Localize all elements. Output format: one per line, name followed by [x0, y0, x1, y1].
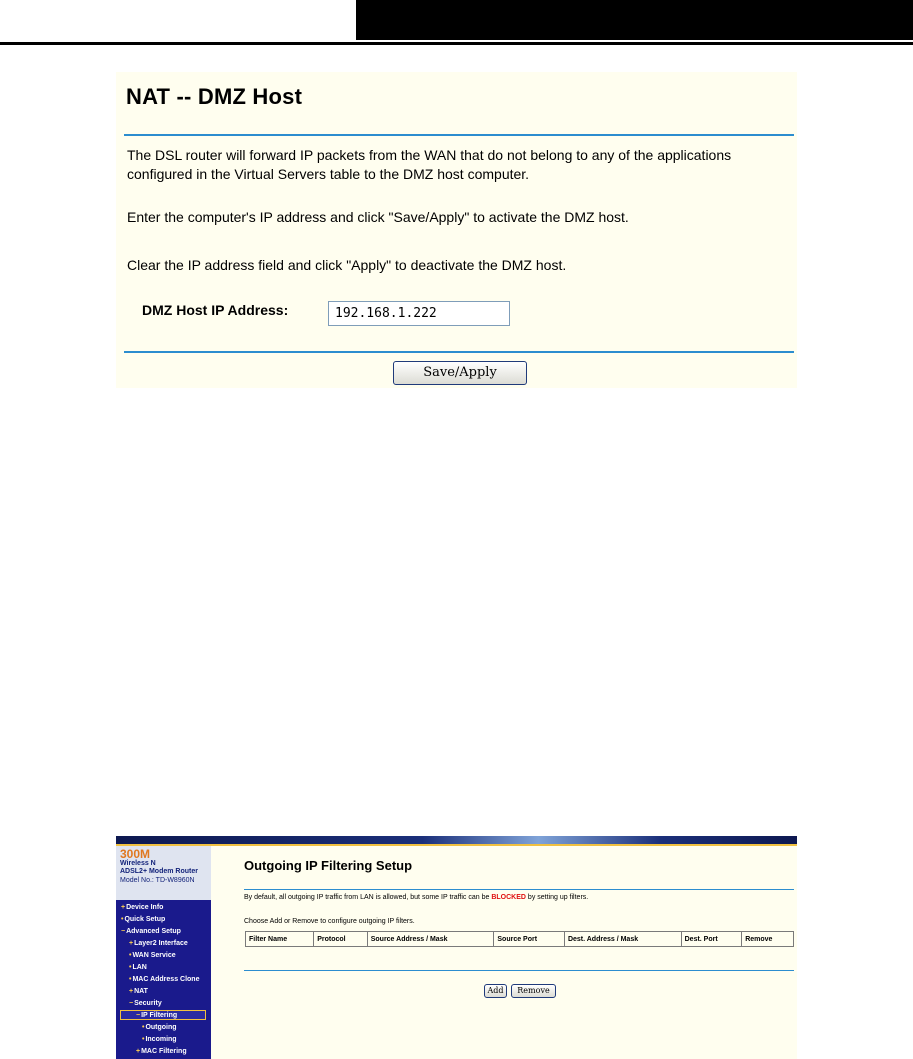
dmz-ip-label: DMZ Host IP Address:: [142, 302, 289, 318]
save-apply-button[interactable]: Save/Apply: [393, 361, 527, 385]
brand-model: Model No.: TD-W8960N: [120, 877, 195, 884]
form-divider: [124, 351, 794, 353]
page-title: Outgoing IP Filtering Setup: [244, 858, 413, 873]
page-title: NAT -- DMZ Host: [126, 84, 303, 109]
description-line-2: configured in the Virtual Servers table to the DMZ host computer.: [127, 166, 530, 182]
activate-instruction: Enter the computer's IP address and click "Save/Apply" to activate the DMZ host.: [127, 209, 629, 225]
column-header: Filter Name: [246, 932, 314, 947]
brand-speed: 300M: [120, 847, 151, 861]
default-policy-text: By default, all outgoing IP traffic from LAN is allowed, but some IP traffic can be BLOCKED by setting up filters.: [244, 894, 589, 901]
sidebar-item-mac-address-clone[interactable]: •MAC Address Clone: [129, 976, 200, 983]
title-divider: [244, 889, 794, 890]
sidebar-item-nat[interactable]: +NAT: [129, 988, 148, 995]
top-banner: [116, 836, 797, 844]
column-header: Protocol: [314, 932, 368, 947]
column-header: Source Port: [494, 932, 565, 947]
sidebar-item-wan-service[interactable]: •WAN Service: [129, 952, 176, 959]
sidebar-item-device-info[interactable]: +Device Info: [121, 904, 164, 911]
document-header-bar: [356, 0, 913, 40]
sidebar: [116, 900, 211, 1059]
choose-instruction: Choose Add or Remove to configure outgoing IP filters.: [244, 918, 415, 925]
sidebar-item-mac-filtering[interactable]: +MAC Filtering: [136, 1048, 187, 1055]
sidebar-item-lan[interactable]: •LAN: [129, 964, 147, 971]
deactivate-instruction: Clear the IP address field and click "Apply" to deactivate the DMZ host.: [127, 257, 567, 273]
filter-table: [245, 931, 794, 947]
column-header: Dest. Address / Mask: [564, 932, 681, 947]
document-header-rule: [0, 42, 913, 45]
dmz-host-panel: [116, 72, 797, 388]
remove-button[interactable]: Remove: [511, 984, 556, 998]
sidebar-item-layer2-interface[interactable]: +Layer2 Interface: [129, 940, 188, 947]
column-header: Remove: [742, 932, 794, 947]
column-header: Dest. Port: [681, 932, 742, 947]
brand-block: [116, 846, 211, 900]
dmz-ip-input[interactable]: [328, 301, 510, 326]
sidebar-item-security[interactable]: −Security: [129, 1000, 162, 1007]
brand-line-1: Wireless N: [120, 860, 156, 867]
sidebar-item-incoming[interactable]: •Incoming: [142, 1036, 177, 1043]
sidebar-item-advanced-setup[interactable]: −Advanced Setup: [121, 928, 181, 935]
sidebar-item-ip-filtering[interactable]: −IP Filtering: [136, 1012, 178, 1019]
top-banner-accent: [116, 844, 797, 846]
description-line-1: The DSL router will forward IP packets from the WAN that do not belong to any of the applications: [127, 147, 732, 163]
sidebar-item-outgoing[interactable]: •Outgoing: [142, 1024, 177, 1031]
blocked-keyword: BLOCKED: [491, 894, 526, 901]
title-divider: [124, 134, 794, 136]
ip-filtering-screenshot: [116, 836, 797, 1059]
add-button[interactable]: Add: [484, 984, 507, 998]
table-header-row: [246, 932, 794, 947]
sidebar-item-quick-setup[interactable]: •Quick Setup: [121, 916, 166, 923]
form-divider: [244, 970, 794, 971]
column-header: Source Address / Mask: [367, 932, 494, 947]
brand-line-2: ADSL2+ Modem Router: [120, 868, 198, 875]
